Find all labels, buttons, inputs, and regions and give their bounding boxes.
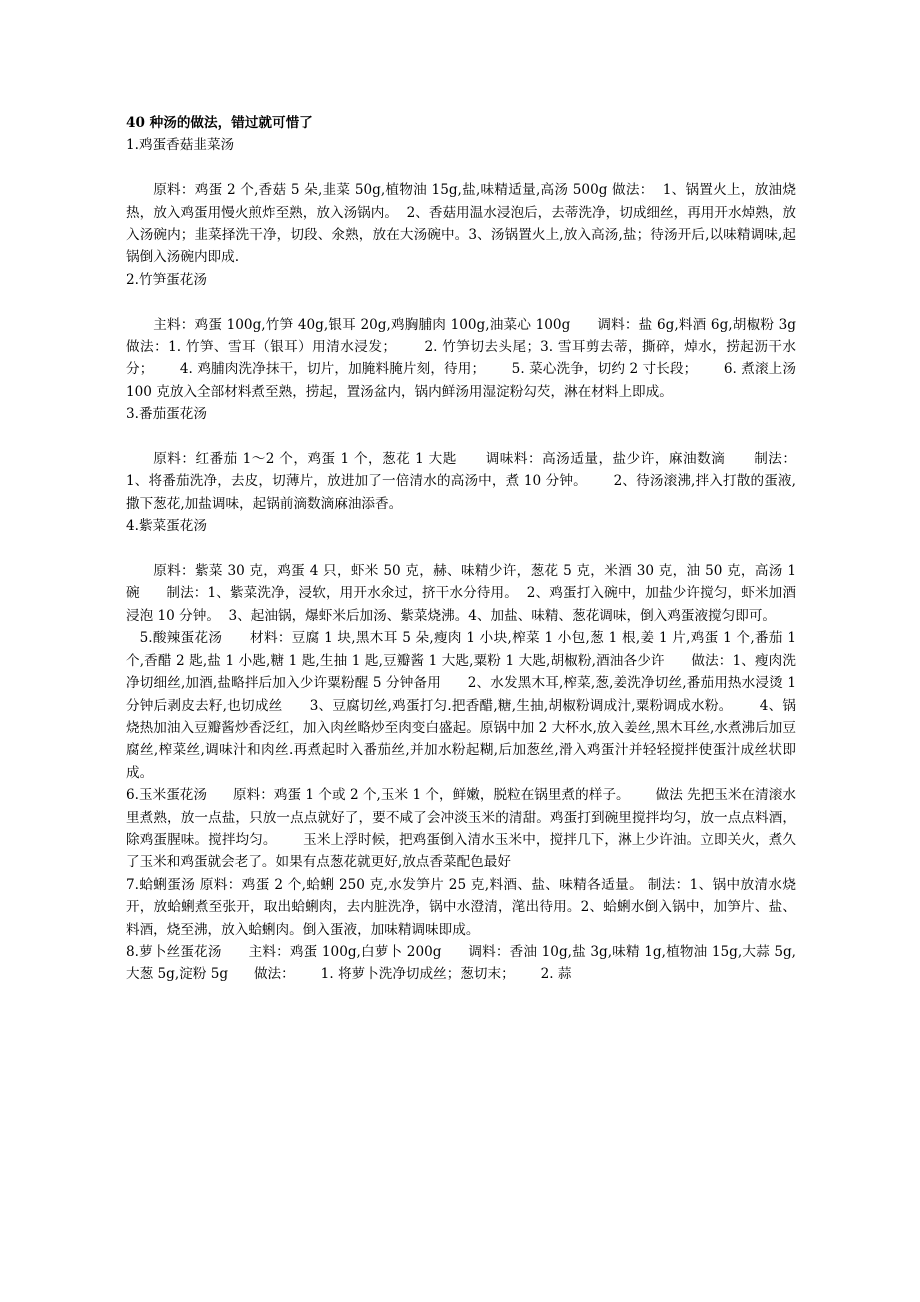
recipe-list xyxy=(126,134,822,985)
recipe-body-8: 8.萝卜丝蛋花汤 主料：鸡蛋 100g,白萝卜 200g 调料：香油 10g,盐 3g,味精 1g,植物油 15g,大蒜 5g,大葱 5g,淀粉 5g 做法： 1. 将萝卜洗净切成丝；葱切末； 2. 蒜 xyxy=(126,943,796,983)
recipe-body-4: 原料：紫菜 30 克，鸡蛋 4 只，虾米 50 克，赫、味精少许，葱花 5 克，米酒 30 克，油 50 克，高汤 1 碗 制法：1、紫菜洗净，浸软，用开水氽过，挤干水分待用。 2、鸡蛋打入碗中，加盐少许搅匀，虾米加酒浸泡 10 分钟。 3、起油锅，爆虾米后加汤、紫菜烧沸。4、加盐、味精、葱花调味，倒入鸡蛋液搅匀即可。 xyxy=(126,563,801,624)
blank-line-2 xyxy=(126,291,796,313)
recipe-heading-2: 2.竹笋蛋花汤 xyxy=(126,271,207,288)
blank-line-4 xyxy=(126,538,796,560)
recipe-body-1: 原料：鸡蛋 2 个,香菇 5 朵,韭菜 50g,植物油 15g,盐,味精适量,高汤 500g 做法： 1、锅置火上，放油烧热，放入鸡蛋用慢火煎炸至熟，放入汤锅内。 2、香菇用温水浸泡后，去蒂洗净，切成细丝，再用开水焯熟，放入汤碗内；韭菜择洗干净，切段、氽熟，放在大汤碗中。3、汤锅置火上,放入高汤,盐；待汤开后,以味精调味,起锅倒入汤碗内即成. xyxy=(126,182,796,266)
document-body xyxy=(126,112,822,986)
recipe-heading-3: 3.番茄蛋花汤 xyxy=(126,406,207,423)
blank-line-3 xyxy=(126,426,796,448)
blank-line-1 xyxy=(126,157,796,179)
recipe-body-6: 6.玉米蛋花汤 原料：鸡蛋 1 个或 2 个,玉米 1 个，鲜嫩，脱粒在锅里煮的样子。 做法 先把玉米在清滚水里煮熟，放一点盐，只放一点点就好了，要不咸了会冲淡玉米的清甜。鸡蛋打到碗里搅拌均匀，放一点点料酒，除鸡蛋腥味。搅拌均匀。 玉米上浮时候，把鸡蛋倒入清水玉米中，搅拌几下，淋上少许油。立即关火，煮久了玉米和鸡蛋就会老了。如果有点葱花就更好,放点香菜配色最好 xyxy=(126,787,796,871)
recipe-body-7: 7.蛤蜊蛋汤 原料：鸡蛋 2 个,蛤蜊 250 克,水发笋片 25 克,料酒、盐、味精各适量。 制法：1、锅中放清水烧开，放蛤蜊煮至张开，取出蛤蜊肉，去内脏洗净，锅中水澄清，滗出待用。2、蛤蜊水倒入锅中，加笋片、盐、料酒，烧至沸，放入蛤蜊肉。倒入蛋液，加味精调味即成。 xyxy=(126,876,796,938)
recipe-body-5: 5.酸辣蛋花汤 材料：豆腐 1 块,黑木耳 5 朵,瘦肉 1 小块,榨菜 1 小包,葱 1 根,姜 1 片,鸡蛋 1 个,番茄 1 个,香醋 2 匙,盐 1 小匙,糖 1 匙,生抽 1 匙,豆瓣酱 1 大匙,粟粉 1 大匙,胡椒粉,酒油各少许 做法：1、瘦肉洗净切细丝,加酒,盐略拌后加入少许粟粉醒 5 分钟备用 2、水发黑木耳,榨菜,葱,姜洗净切丝,番茄用热水浸烫 1 分钟后剥皮去籽,也切成丝 3、豆腐切丝,鸡蛋打匀.把香醋,糖,生抽,胡椒粉调成汁,粟粉调成水粉。 4、锅烧热加油入豆瓣酱炒香泛红，加入肉丝略炒至肉变白盛起。原锅中加 2 大杯水,放入姜丝,黑木耳丝,水煮沸后加豆腐丝,榨菜丝,调味汁和肉丝.再煮起时入番茄丝,并加水粉起糊,后加葱丝,滑入鸡蛋汁并轻轻搅拌使蛋汁成丝状即成。 xyxy=(126,630,801,781)
page-title: 40 种汤的做法，错过就可惜了 xyxy=(126,115,313,131)
recipe-body-3: 原料：红番茄 1～2 个，鸡蛋 1 个，葱花 1 大匙 调味料：高汤适量，盐少许，麻油数滴 制法： 1、将番茄洗净，去皮，切薄片，放进加了一倍清水的高汤中，煮 10 分钟。 2、待汤滚沸,拌入打散的蛋液,撒下葱花,加盐调味，起锅前滴数滴麻油添香。 xyxy=(126,451,822,512)
recipe-heading-4: 4.紫菜蛋花汤 xyxy=(126,518,207,535)
recipe-body-2: 主料：鸡蛋 100g,竹笋 40g,银耳 20g,鸡胸脯肉 100g,油菜心 100g 调料：盐 6g,料酒 6g,胡椒粉 3g 做法：1. 竹笋、雪耳（银耳）用清水浸发； 2. 竹笋切去头尾；3. 雪耳剪去蒂，撕碎，焯水，捞起沥干水分； 4. 鸡脯肉洗净抹干，切片，加腌料腌片刻，待用； 5. 菜心洗争，切约 2 寸长段； 6. 煮滚上汤 100 克放入全部材料煮至熟，捞起，置汤盆内，锅内鲜汤用湿淀粉勾芡，淋在材料上即成。 xyxy=(126,316,822,400)
recipe-heading-1: 1.鸡蛋香菇韭菜汤 xyxy=(126,137,235,154)
